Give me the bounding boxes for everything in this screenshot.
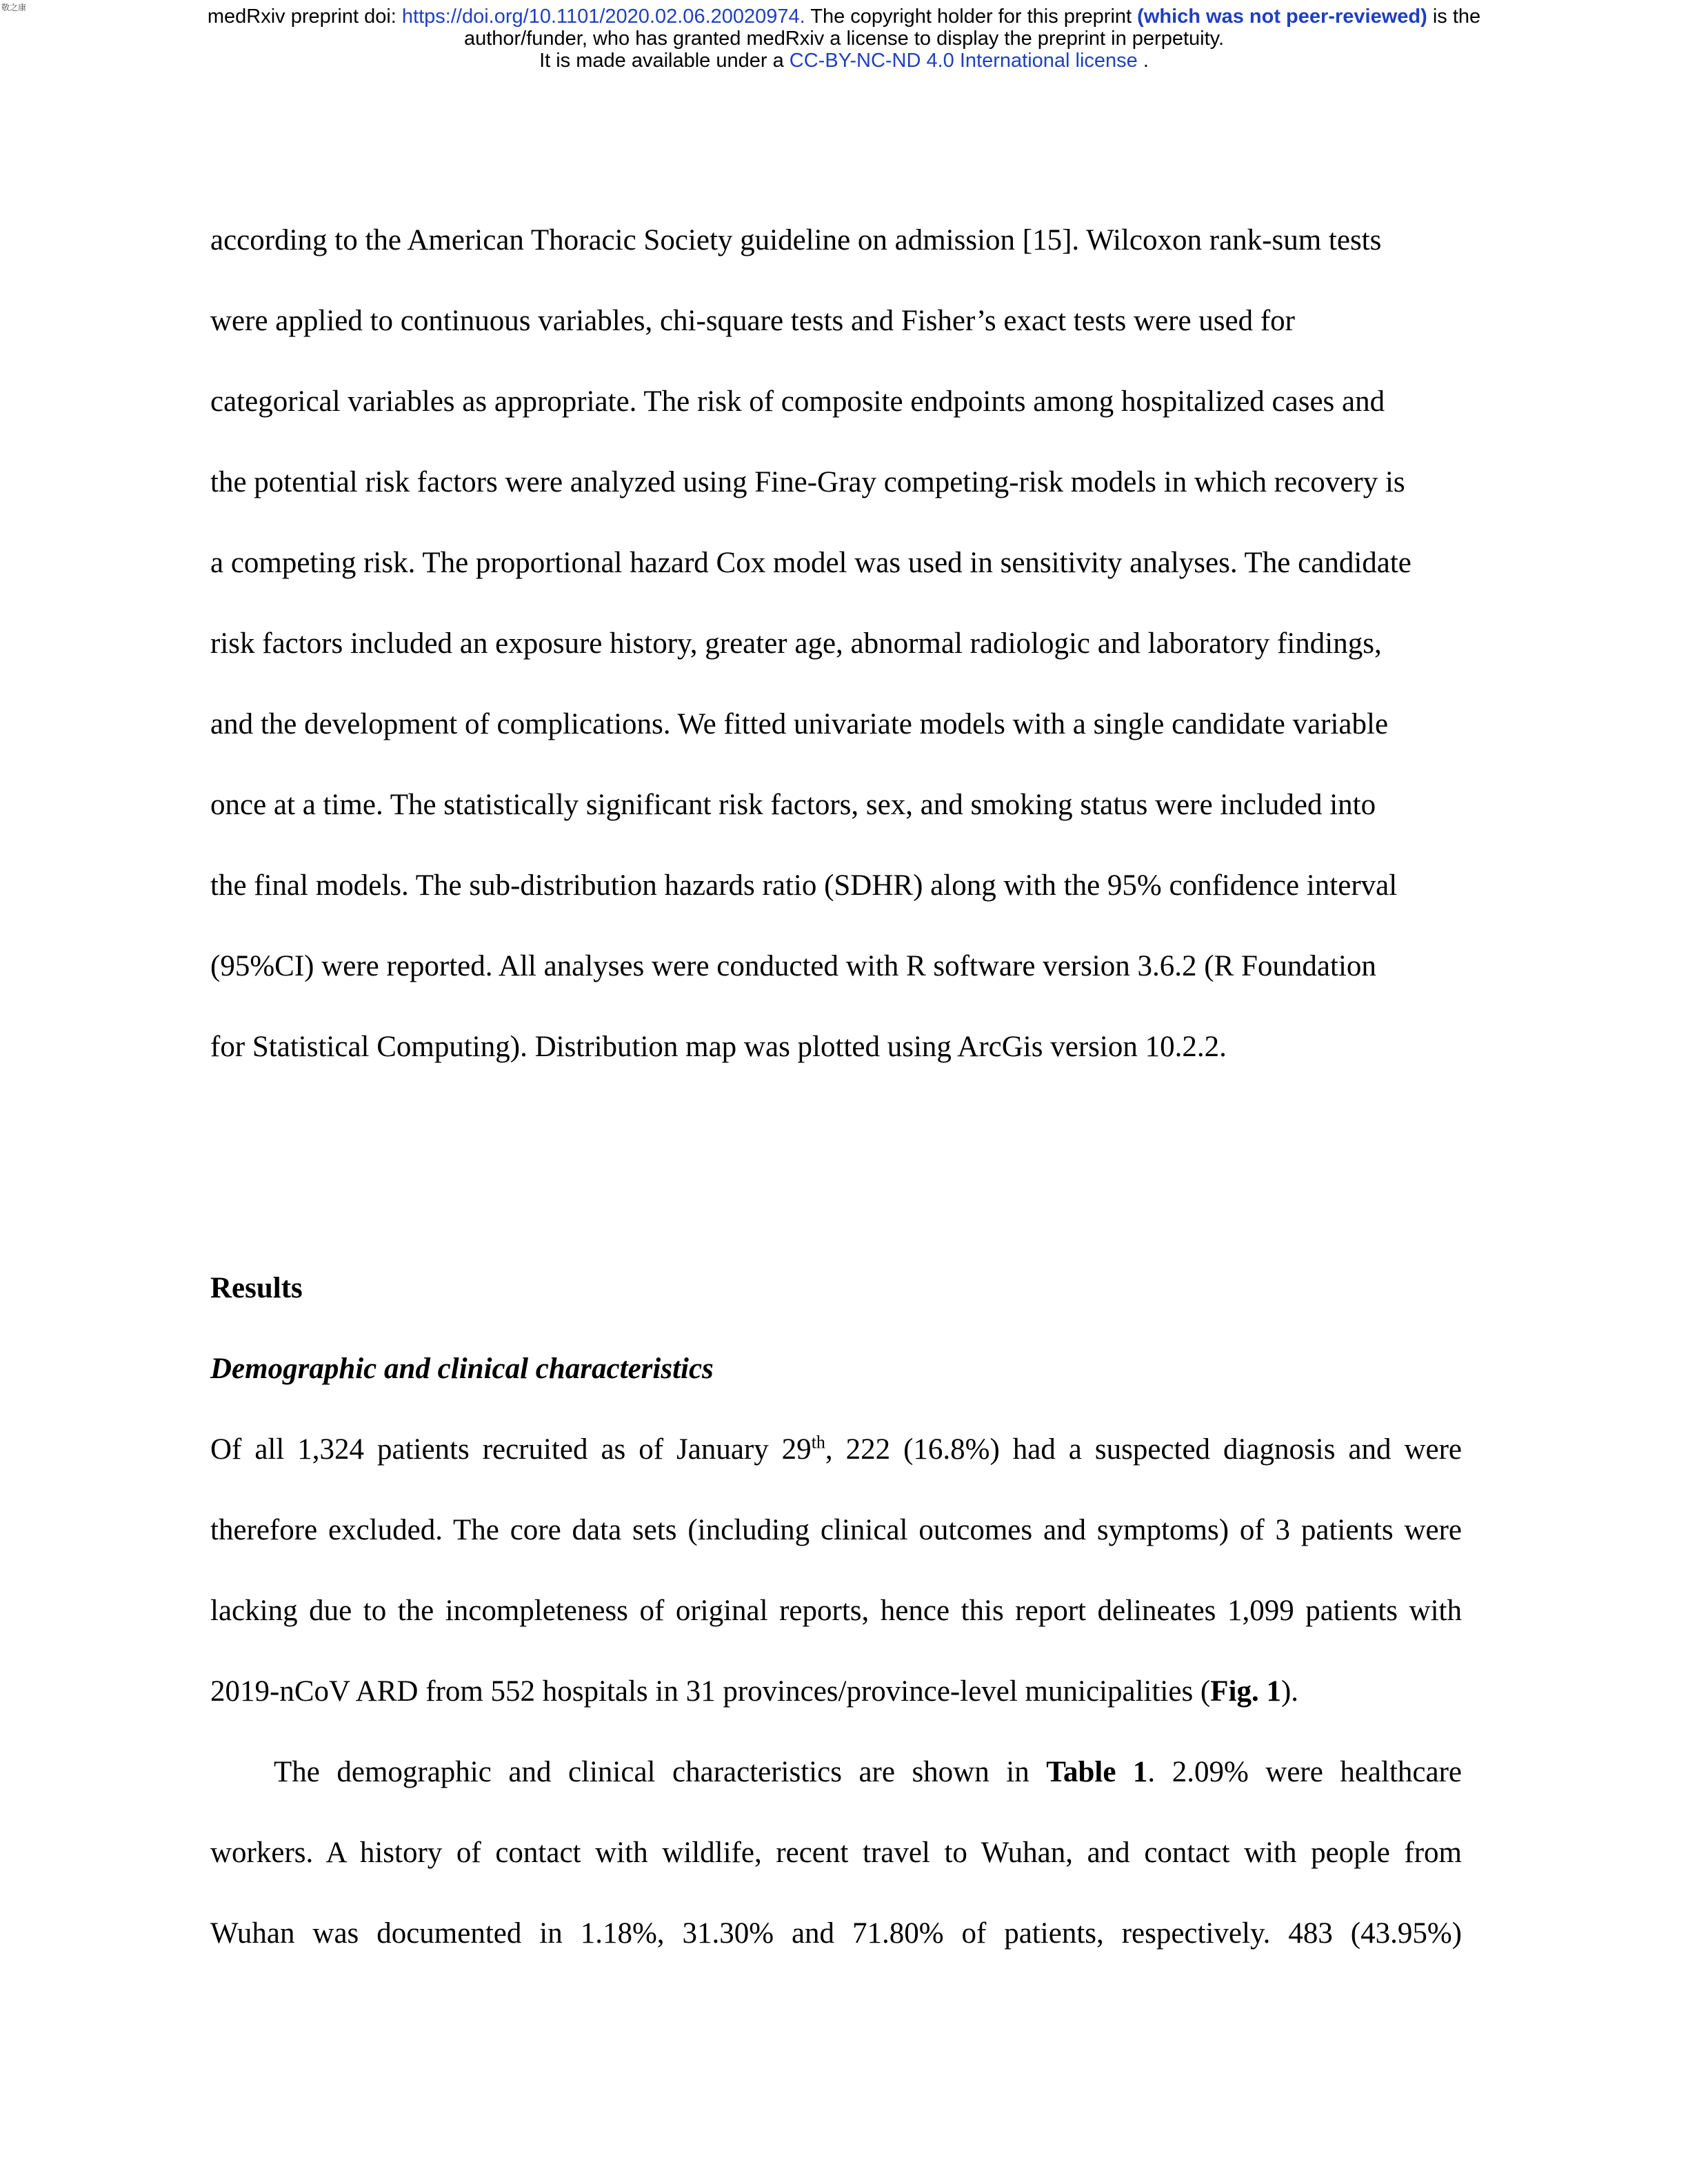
methods-line: were applied to continuous variables, chi-square tests and Fisher’s exact tests were used for	[210, 305, 1296, 337]
methods-paragraph	[210, 200, 1462, 1087]
section-spacer	[210, 1087, 1462, 1248]
preprint-header	[0, 6, 1688, 72]
table-reference: Table 1	[1046, 1756, 1148, 1788]
methods-line: the final models. The sub-distribution hazards ratio (SDHR) along with the 95% confidence interval	[210, 869, 1398, 902]
header-mid: The copyright holder for this preprint	[805, 6, 1138, 28]
article-body	[210, 200, 1462, 1974]
results-p2-line-1: The demographic and clinical characteristics are shown in Table 1. 2.09% were healthcare	[274, 1756, 1462, 1788]
license-prefix: It is made available under a	[539, 50, 790, 72]
methods-line: once at a time. The statistically significant risk factors, sex, and smoking status were included into	[210, 789, 1376, 821]
methods-line: risk factors included an exposure history, greater age, abnormal radiologic and laboratory findings,	[210, 627, 1382, 660]
license-suffix: .	[1137, 50, 1149, 72]
results-p1-line-3: lacking due to the incompleteness of original reports, hence this report delineates 1,099 patients with	[210, 1595, 1462, 1627]
header-suffix: is the	[1427, 6, 1481, 28]
methods-line: categorical variables as appropriate. The risk of composite endpoints among hospitalized cases and	[210, 385, 1385, 418]
methods-line: for Statistical Computing). Distribution map was plotted using ArcGis version 10.2.2.	[210, 1031, 1227, 1063]
results-paragraph-2	[210, 1732, 1462, 1974]
results-p1-line-2: therefore excluded. The core data sets (including clinical outcomes and symptoms) of 3 patients were	[210, 1514, 1462, 1546]
peer-review-note: (which was not peer-reviewed)	[1137, 6, 1427, 28]
license-link[interactable]: CC-BY-NC-ND 4.0 International license	[789, 50, 1138, 72]
methods-line: a competing risk. The proportional hazard Cox model was used in sensitivity analyses. The candidate	[210, 547, 1411, 579]
header-line-2: author/funder, who has granted medRxiv a license to display the preprint in perpetuity.	[463, 28, 1225, 50]
demographics-subheading: Demographic and clinical characteristics	[210, 1353, 714, 1385]
methods-line: the potential risk factors were analyzed using Fine-Gray competing-risk models in which recovery is	[210, 466, 1405, 498]
results-heading: Results	[210, 1272, 303, 1304]
results-paragraph-1	[210, 1409, 1462, 1732]
results-p2-line-3: Wuhan was documented in 1.18%, 31.30% and 71.80% of patients, respectively. 483 (43.95%)	[210, 1917, 1462, 1950]
header-prefix: medRxiv preprint doi:	[207, 6, 402, 28]
corner-mark: 敬之康	[1, 3, 27, 12]
results-p1-line-1: Of all 1,324 patients recruited as of January 29th, 222 (16.8%) had a suspected diagnosis and were	[210, 1432, 1462, 1466]
methods-line: and the development of complications. We fitted univariate models with a single candidate variable	[210, 708, 1389, 740]
figure-reference: Fig. 1	[1210, 1675, 1281, 1708]
results-p1-line-4: 2019-nCoV ARD from 552 hospitals in 31 provinces/province-level municipalities (Fig. 1).	[210, 1675, 1299, 1708]
doi-link[interactable]: https://doi.org/10.1101/2020.02.06.20020974.	[401, 6, 805, 28]
methods-line: (95%CI) were reported. All analyses were conducted with R software version 3.6.2 (R Foundation	[210, 950, 1376, 982]
results-p2-line-2: workers. A history of contact with wildlife, recent travel to Wuhan, and contact with people from	[210, 1837, 1462, 1869]
header-line-1	[0, 6, 1688, 28]
methods-line: according to the American Thoracic Society guideline on admission [15]. Wilcoxon rank-sum tests	[210, 224, 1382, 256]
header-line-3	[0, 50, 1688, 72]
